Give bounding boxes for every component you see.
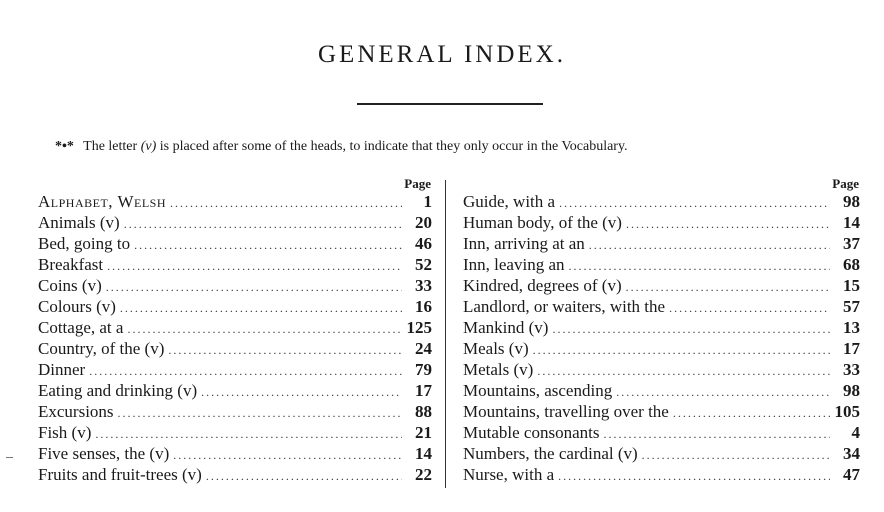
entry-page-number: 79 <box>415 360 432 379</box>
column-divider <box>445 180 446 488</box>
entry-label: Inn, leaving an <box>463 255 565 274</box>
index-list-left <box>38 191 432 485</box>
index-entry <box>38 296 432 317</box>
entry-page-number: 17 <box>415 381 432 400</box>
note-text-after: is placed after some of the heads, to indicate that they only occur in the Vocabulary. <box>159 139 628 154</box>
index-entry <box>463 296 860 317</box>
index-entry <box>38 212 432 233</box>
dot-leader <box>120 298 402 319</box>
entry-label: Meals (v) <box>463 339 529 358</box>
entry-label: Coins (v) <box>38 276 102 295</box>
index-entry <box>463 422 860 443</box>
entry-page-number: 20 <box>415 213 432 232</box>
dot-leader <box>168 340 402 361</box>
dot-leader <box>206 466 402 487</box>
entry-label: Dinner <box>38 360 86 379</box>
entry-label: Mankind (v) <box>463 318 549 337</box>
dot-leader <box>127 319 402 340</box>
entry-label: Nurse, with a <box>463 465 555 484</box>
entry-page-number: 17 <box>843 339 860 358</box>
dot-leader <box>89 361 402 382</box>
index-entry <box>38 401 432 422</box>
dot-leader <box>559 193 830 214</box>
entry-page-number: 68 <box>843 255 860 274</box>
entry-page-number: 98 <box>843 192 860 211</box>
dot-leader <box>669 298 830 319</box>
title-rule <box>357 103 543 105</box>
index-column-left <box>38 176 432 491</box>
entry-label: Guide, with a <box>463 192 556 211</box>
dot-leader <box>173 445 402 466</box>
entry-page-number: 1 <box>423 192 432 211</box>
dot-leader <box>589 235 830 256</box>
index-entry <box>463 401 860 422</box>
entry-page-number: 34 <box>843 444 860 463</box>
entry-page-number: 37 <box>843 234 860 253</box>
entry-label: Numbers, the cardinal (v) <box>463 444 638 463</box>
index-entry <box>38 443 432 464</box>
index-entry <box>463 317 860 338</box>
entry-label: Five senses, the (v) <box>38 444 170 463</box>
entry-page-number: 52 <box>415 255 432 274</box>
entry-label: Inn, arriving at an <box>463 234 585 253</box>
dot-leader <box>533 340 830 361</box>
page-column-heading-left: Page <box>404 176 431 191</box>
entry-page-number: 13 <box>843 318 860 337</box>
dot-leader <box>552 319 830 340</box>
index-entry <box>38 464 432 485</box>
index-entry <box>38 233 432 254</box>
entry-page-number: 14 <box>843 213 860 232</box>
entry-page-number: 47 <box>843 465 860 484</box>
dot-leader <box>626 277 830 298</box>
entry-page-number: 98 <box>843 381 860 400</box>
index-entry <box>38 422 432 443</box>
index-entry <box>463 254 860 275</box>
entry-label: Mountains, ascending <box>463 381 613 400</box>
index-entry <box>463 443 860 464</box>
entry-label: Fruits and fruit-trees (v) <box>38 465 202 484</box>
entry-page-number: 57 <box>843 297 860 316</box>
index-list-right <box>463 191 860 485</box>
entry-page-number: 24 <box>415 339 432 358</box>
entry-label: Bed, going to <box>38 234 131 253</box>
entry-page-number: 16 <box>415 297 432 316</box>
entry-page-number: 33 <box>843 360 860 379</box>
index-entry <box>463 275 860 296</box>
entry-page-number: 4 <box>851 423 860 442</box>
entry-label: Country, of the (v) <box>38 339 165 358</box>
entry-label: Excursions <box>38 402 114 421</box>
index-entry <box>463 464 860 485</box>
asterism-marker: *•* <box>55 139 74 154</box>
index-entry <box>38 317 432 338</box>
dot-leader <box>626 214 830 235</box>
dot-leader <box>134 235 402 256</box>
note-letter: (v) <box>140 139 157 154</box>
index-column-right <box>463 176 860 491</box>
index-entry <box>38 275 432 296</box>
entry-page-number: 88 <box>415 402 432 421</box>
entry-label: Mutable consonants <box>463 423 600 442</box>
dot-leader <box>118 403 402 424</box>
dot-leader <box>107 256 402 277</box>
entry-label: Landlord, or waiters, with the <box>463 297 666 316</box>
page-title: GENERAL INDEX. <box>318 41 566 68</box>
dot-leader <box>95 424 402 445</box>
index-entry <box>463 359 860 380</box>
dot-leader <box>642 445 830 466</box>
entry-label: Cottage, at a <box>38 318 124 337</box>
index-entry <box>463 338 860 359</box>
index-entry <box>463 233 860 254</box>
margin-mark <box>6 457 13 458</box>
entry-label: Breakfast <box>38 255 104 274</box>
entry-label: Eating and drinking (v) <box>38 381 198 400</box>
index-entry <box>38 254 432 275</box>
entry-label: Kindred, degrees of (v) <box>463 276 622 295</box>
dot-leader <box>106 277 402 298</box>
index-entry <box>463 380 860 401</box>
index-entry <box>38 191 432 212</box>
dot-leader <box>616 382 830 403</box>
index-entry <box>38 380 432 401</box>
entry-page-number: 46 <box>415 234 432 253</box>
vocabulary-note <box>55 138 835 156</box>
dot-leader <box>201 382 402 403</box>
entry-page-number: 105 <box>834 402 860 421</box>
entry-label: Mountains, travelling over the <box>463 402 669 421</box>
entry-label: Metals (v) <box>463 360 534 379</box>
dot-leader <box>124 214 402 235</box>
index-entry <box>463 191 860 212</box>
dot-leader <box>558 466 830 487</box>
page-column-heading-right: Page <box>832 176 859 191</box>
index-entry <box>463 212 860 233</box>
note-text-before: The letter <box>83 139 138 154</box>
dot-leader <box>569 256 831 277</box>
entry-page-number: 33 <box>415 276 432 295</box>
entry-label: Colours (v) <box>38 297 116 316</box>
dot-leader <box>537 361 830 382</box>
entry-label: Fish (v) <box>38 423 92 442</box>
index-entry <box>38 359 432 380</box>
entry-page-number: 22 <box>415 465 432 484</box>
entry-label: Animals (v) <box>38 213 120 232</box>
dot-leader <box>170 193 402 214</box>
index-entry <box>38 338 432 359</box>
entry-label: Human body, of the (v) <box>463 213 622 232</box>
dot-leader <box>673 403 830 424</box>
entry-label: Alphabet, Welsh <box>38 192 167 211</box>
entry-page-number: 14 <box>415 444 432 463</box>
dot-leader <box>603 424 830 445</box>
entry-page-number: 21 <box>415 423 432 442</box>
entry-page-number: 15 <box>843 276 860 295</box>
entry-page-number: 125 <box>406 318 432 337</box>
